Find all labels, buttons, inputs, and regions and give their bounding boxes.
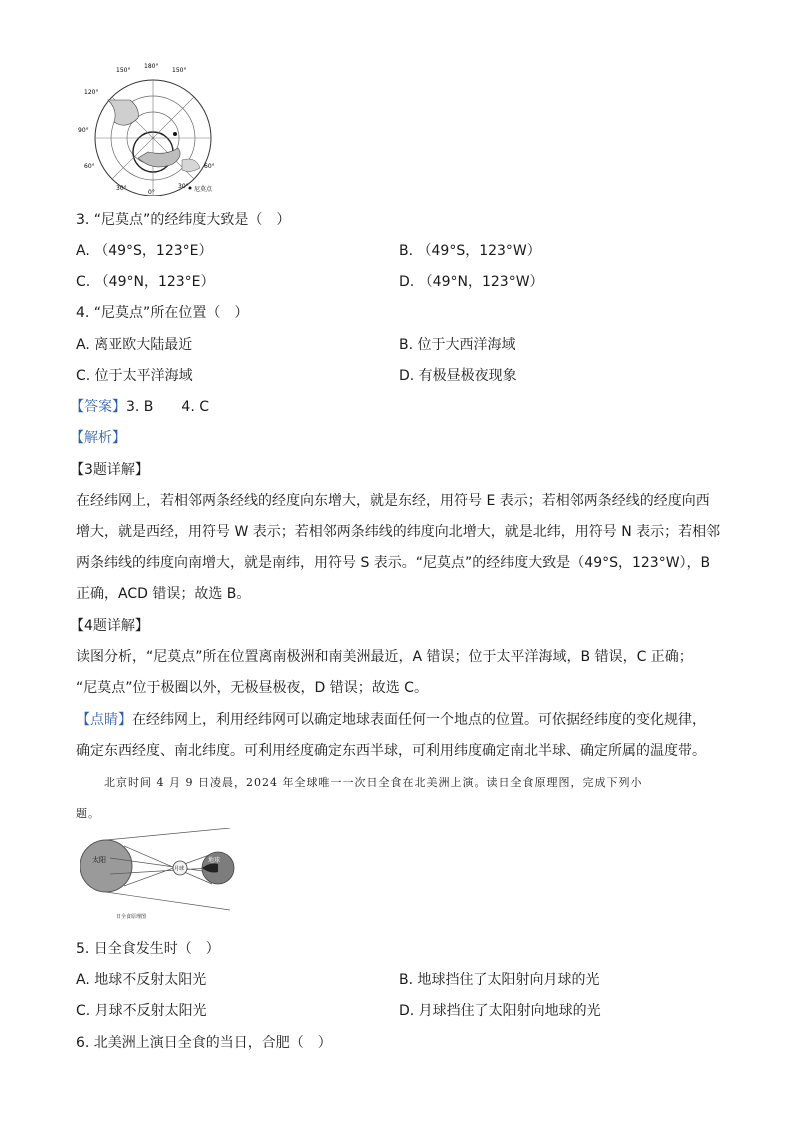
- q3-option-b: B. （49°S，123°W）: [399, 243, 541, 259]
- answer-text: 3. B 4. C: [126, 399, 209, 415]
- q3-detail-label: 【3题详解】: [70, 462, 149, 478]
- q4-option-a: A. 离亚欧大陆最近: [76, 337, 193, 353]
- sun-label: 太阳: [92, 856, 106, 864]
- q4-stem: 4. “尼莫点”所在位置（ ）: [76, 305, 249, 321]
- intro-line: 题。: [76, 807, 100, 820]
- sun-shape: [80, 840, 132, 892]
- q5-option-b: B. 地球挡住了太阳射向月球的光: [399, 972, 600, 988]
- eclipse-caption: 日全食原理图: [116, 914, 147, 920]
- lon-label: 30°: [116, 185, 127, 192]
- nemo-point-marker: [173, 132, 177, 136]
- lon-label: 60°: [84, 163, 95, 170]
- polar-map-figure: [78, 60, 238, 196]
- q3-option-c: C. （49°N，123°E）: [76, 274, 215, 290]
- q3-option-d: D. （49°N，123°W）: [399, 274, 544, 290]
- q5-option-c: C. 月球不反射太阳光: [76, 1003, 207, 1019]
- q5-option-a: A. 地球不反射太阳光: [76, 972, 207, 988]
- q4-option-b: B. 位于大西洋海域: [399, 337, 516, 353]
- q4-option-c: C. 位于太平洋海域: [76, 368, 193, 384]
- q3-detail-line: 增大，就是西经，用符号 W 表示；若相邻两条纬线的纬度向北增大，就是北纬，用符号 N 表示；若相邻: [76, 524, 721, 540]
- eclipse-figure: [80, 828, 240, 924]
- q4-detail-line: 读图分析，“尼莫点”所在位置离南极洲和南美洲最近，A 错误；位于太平洋海域，B 错误，C 正确；: [76, 649, 693, 665]
- tip-text: 在经纬网上，利用经纬网可以确定地球表面任何一个地点的位置。可依据经纬度的变化规律，: [132, 712, 706, 728]
- moon-label: 月球: [174, 866, 185, 872]
- tip-line: 确定东西经度、南北纬度。可利用经度确定东西半球，可利用纬度确定南北半球、确定所属的温度带。: [76, 743, 706, 759]
- lon-label: 30°: [178, 183, 189, 190]
- answer-label: 【答案】: [70, 399, 126, 415]
- q5-option-d: D. 月球挡住了太阳射向地球的光: [399, 1003, 601, 1019]
- tip-label: 【点睛】: [76, 712, 132, 728]
- analysis-label: 【解析】: [70, 430, 126, 446]
- q4-option-d: D. 有极昼极夜现象: [399, 368, 517, 384]
- earth-label: 地球: [208, 857, 221, 864]
- intro-line: 北京时间 4 月 9 日凌晨，2024 年全球唯一一次日全食在北美洲上演。读日全食原理图，完成下列小: [104, 776, 643, 789]
- lon-label: 180°: [144, 63, 159, 70]
- q5-stem: 5. 日全食发生时（ ）: [76, 941, 220, 957]
- lon-label: 90°: [78, 127, 89, 134]
- lon-label: 0°: [148, 189, 155, 196]
- q6-stem: 6. 北美洲上演日全食的当日，合肥（ ）: [76, 1035, 332, 1051]
- lon-label: 150°: [172, 67, 187, 74]
- lon-label: 60°: [204, 163, 215, 170]
- answer-line: [70, 396, 209, 416]
- q3-stem: 3. “尼莫点”的经纬度大致是（ ）: [76, 212, 291, 228]
- q3-option-a: A. （49°S，123°E）: [76, 243, 213, 259]
- tip-line: [76, 709, 706, 729]
- q3-detail-line: 正确，ACD 错误；故选 B。: [76, 586, 251, 602]
- lon-label: 150°: [116, 67, 131, 74]
- q3-detail-line: 在经纬网上，若相邻两条经线的经度向东增大，就是东经，用符号 E 表示；若相邻两条经线的经度向西: [76, 493, 710, 509]
- q4-detail-line: “尼莫点”位于极圈以外，无极昼极夜，D 错误；故选 C。: [76, 680, 428, 696]
- q4-detail-label: 【4题详解】: [70, 618, 149, 634]
- lon-label: 120°: [84, 89, 99, 96]
- map-legend: 尼莫点: [194, 186, 213, 193]
- q3-detail-line: 两条纬线的纬度向南增大，就是南纬，用符号 S 表示。“尼莫点”的经纬度大致是（49°S，123°W），B: [76, 555, 711, 571]
